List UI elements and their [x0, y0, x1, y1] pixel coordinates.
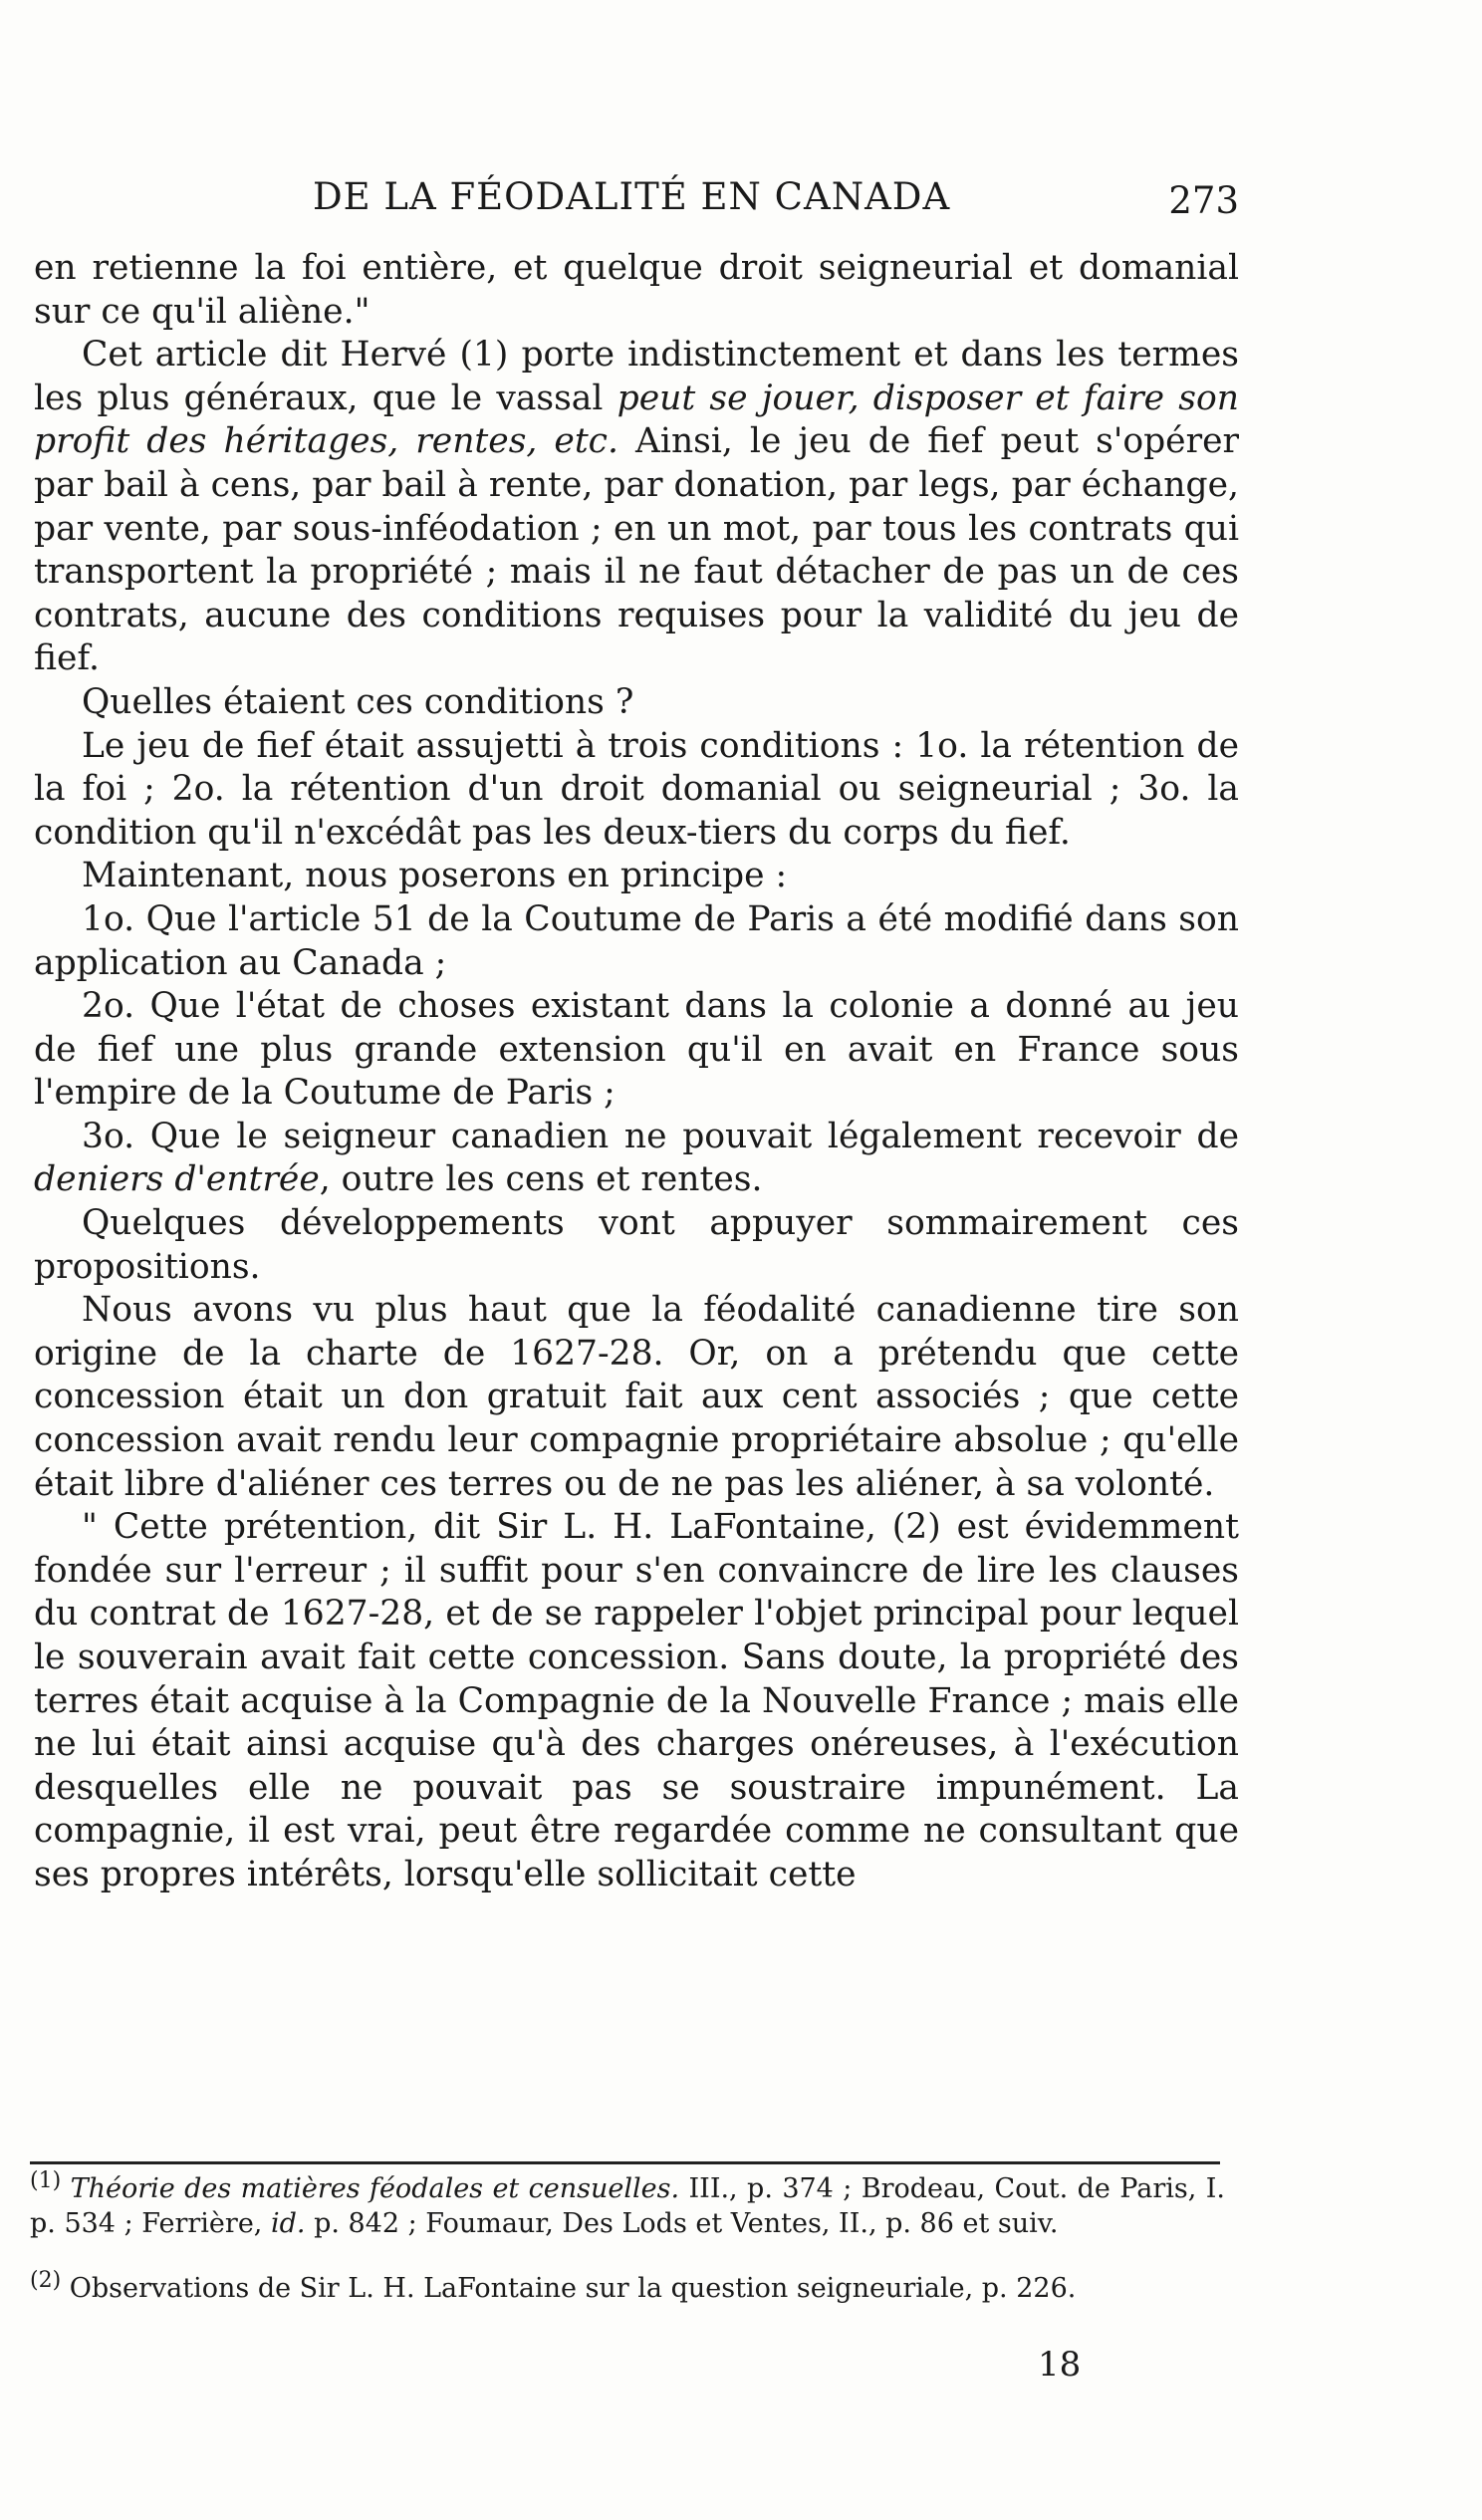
paragraph-question: Quelles étaient ces conditions ?	[82, 681, 634, 722]
running-title: DE LA FÉODALITÉ EN CANADA	[313, 175, 951, 218]
paragraph-principle-1: 1o. Que l'article 51 de la Coutume de Paris a été modifié dans son application au Canada ;	[34, 898, 1239, 983]
page-number: 273	[1168, 179, 1239, 222]
footnote-1-mark: (1)	[30, 2168, 62, 2193]
running-head	[34, 175, 1239, 235]
footnote-2-text: Observations de Sir L. H. LaFontaine sur la question seigneuriale, p. 226.	[61, 2273, 1077, 2304]
paragraph-principle-3-text-b: , outre les cens et rentes.	[319, 1159, 763, 1200]
paragraph-developments: Quelques développements vont appuyer sommairement ces propositions.	[34, 1203, 1239, 1287]
paragraph-principle-2: 2o. Que l'état de choses existant dans la colonie a donné au jeu de fief une plus grande extension qu'il en avait en France sous l'empire de la Coutume de Paris ;	[34, 986, 1239, 1114]
footnote-divider	[30, 2161, 1220, 2164]
paragraph-principle-3-italic: deniers d'entrée	[34, 1159, 320, 1200]
paragraph-lafontaine-quote: " Cette prétention, dit Sir L. H. LaFontaine, (2) est évidemment fondée sur l'erreur ; il suffit pour s'en convaincre de lire les clauses du contrat de 1627-28, et de se rappeler l'objet principal pour lequel le souverain avait fait cette concession. Sans doute, la propriété des terres était acquise à la Compagnie de la Nouvelle France ; mais elle ne lui était ainsi acquise qu'à des charges onéreuses, à l'exécution desquelles elle ne pouvait pas se soustraire impunément. La compagnie, il est vrai, peut être regardée comme ne consultant que ses propres intérêts, lorsqu'elle sollicitait cette	[34, 1507, 1239, 1894]
paragraph-charter: Nous avons vu plus haut que la féodalité canadienne tire son origine de la charte de 1627-28. Or, on a prétendu que cette concession était un don gratuit fait aux cent associés ; que cette concession avait rendu leur compagnie propriétaire absolue ; qu'elle était libre d'aliéner ces terres ou de ne pas les aliéner, à sa volonté.	[34, 1290, 1239, 1504]
paragraph-continuation: en retienne la foi entière, et quelque droit seigneurial et domanial sur ce qu'il aliène."	[34, 248, 1239, 332]
paragraph-herve-text-a: Cet article dit Hervé (1) porte indistinctement et dans les termes les plus généraux, que le vassal	[34, 335, 1239, 418]
footnote-1-italic: Théorie des matières féodales et censuelles.	[70, 2173, 680, 2204]
footnote-1-italic-2: id.	[270, 2208, 306, 2239]
footnote-1-text: III., p. 374 ; Brodeau, Cout. de Paris, I. p. 534 ; Ferrière,	[30, 2173, 1225, 2239]
footnote-1-text-2: p. 842 ; Foumaur, Des Lods et Ventes, II., p. 86 et suiv.	[305, 2208, 1059, 2239]
paragraph-conditions: Le jeu de fief était assujetti à trois conditions : 1o. la rétention de la foi ; 2o. la rétention d'un droit domanial ou seigneurial ; 3o. la condition qu'il n'excédât pas les deux-tiers du corps du fief.	[34, 725, 1239, 853]
footnote-1	[30, 2168, 1225, 2241]
paragraph-herve-italic: peut se jouer, disposer et faire son profit des héritages, rentes, etc.	[34, 378, 1239, 462]
paragraph-principle-3-text-a: 3o. Que le seigneur canadien ne pouvait légalement recevoir de	[82, 1116, 1239, 1156]
paragraph-herve-text-b: Ainsi, le jeu de fief peut s'opérer par bail à cens, par bail à rente, par donation, par legs, par échange, par vente, par sous-inféodation ; en un mot, par tous les contrats qui transportent la propriété ; mais il ne faut détacher de pas un de ces contrats, aucune des conditions requises pour la validité du jeu de fief.	[34, 421, 1240, 679]
paragraph-principle-intro: Maintenant, nous poserons en principe :	[82, 856, 788, 896]
footnote-2-mark: (2)	[30, 2268, 62, 2293]
paragraph-herve	[34, 334, 1239, 681]
footnote-2	[30, 2268, 1225, 2306]
paragraph-principle-3	[34, 1116, 1239, 1202]
footnotes	[30, 2168, 1225, 2336]
signature-mark: 18	[1038, 2345, 1082, 2385]
body-text	[34, 247, 1239, 1897]
